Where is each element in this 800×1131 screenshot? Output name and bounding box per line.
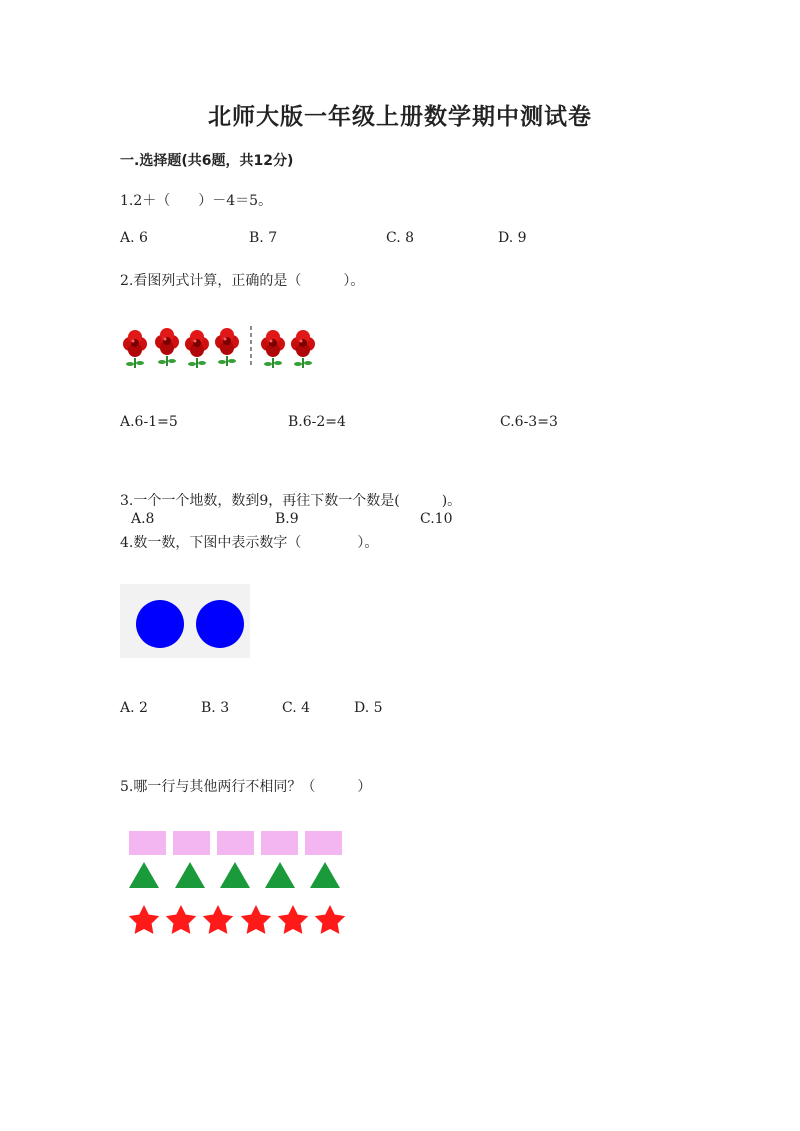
question-3-option-c[interactable]: C.10 xyxy=(420,511,453,527)
star-icon xyxy=(241,905,271,934)
shapes-svg xyxy=(120,826,350,942)
question-1-option-c[interactable]: C. 8 xyxy=(386,230,415,246)
circles-picture xyxy=(120,584,250,658)
star-icon xyxy=(203,905,233,934)
flower-icon xyxy=(123,330,147,368)
question-3-option-a[interactable]: A.8 xyxy=(131,511,155,527)
question-2-option-b[interactable]: B.6-2=4 xyxy=(288,414,346,430)
question-2-option-a[interactable]: A.6-1=5 xyxy=(120,414,178,430)
page-title: 北师大版一年级上册数学期中测试卷 xyxy=(208,103,592,130)
question-1-option-d[interactable]: D. 9 xyxy=(498,230,527,246)
flowers-left-group xyxy=(123,328,239,368)
star-icon xyxy=(166,905,196,934)
rectangle-icon xyxy=(173,831,210,855)
question-2-option-c[interactable]: C.6-3=3 xyxy=(500,414,558,430)
rectangle-icon xyxy=(305,831,342,855)
rectangle-icon xyxy=(217,831,254,855)
circles-svg xyxy=(120,584,250,658)
question-4-option-c[interactable]: C. 4 xyxy=(282,700,311,716)
question-3-option-b[interactable]: B.9 xyxy=(275,511,299,527)
blue-circle-icon xyxy=(196,600,244,648)
rectangle-icon xyxy=(261,831,298,855)
flower-icon xyxy=(215,328,239,366)
triangle-icon xyxy=(129,862,159,888)
flower-icon xyxy=(155,328,179,366)
star-icon xyxy=(315,905,345,934)
rectangle-icon xyxy=(129,831,166,855)
flowers-svg xyxy=(120,322,325,370)
flowers-right-group xyxy=(261,330,315,368)
flower-icon xyxy=(261,330,285,368)
flowers-picture xyxy=(120,322,325,370)
question-1-stem: 1.2＋（ ）－4＝5。 xyxy=(120,193,273,209)
triangle-icon xyxy=(175,862,205,888)
star-icon xyxy=(129,905,159,934)
question-4-option-d[interactable]: D. 5 xyxy=(354,700,383,716)
flower-icon xyxy=(291,330,315,368)
triangle-icon xyxy=(310,862,340,888)
triangle-icon xyxy=(265,862,295,888)
section-heading: 一.选择题(共6题，共12分) xyxy=(120,153,294,169)
question-3-stem: 3.一个一个地数，数到9，再往下数一个数是( )。 xyxy=(120,493,462,509)
question-1-option-a[interactable]: A. 6 xyxy=(120,230,148,246)
star-row xyxy=(129,905,345,934)
shapes-picture xyxy=(120,826,350,942)
question-4-option-a[interactable]: A. 2 xyxy=(120,700,148,716)
blue-circle-icon xyxy=(136,600,184,648)
question-4-option-b[interactable]: B. 3 xyxy=(201,700,230,716)
triangle-row xyxy=(129,862,340,888)
triangle-icon xyxy=(220,862,250,888)
flower-icon xyxy=(185,330,209,368)
question-4-stem: 4.数一数，下图中表示数字（ ）。 xyxy=(120,535,379,551)
question-2-stem: 2.看图列式计算，正确的是（ ）。 xyxy=(120,273,365,289)
question-1-option-b[interactable]: B. 7 xyxy=(249,230,278,246)
rectangle-row xyxy=(129,831,342,855)
star-icon xyxy=(278,905,308,934)
question-5-stem: 5.哪一行与其他两行不相同？（ ） xyxy=(120,779,372,795)
